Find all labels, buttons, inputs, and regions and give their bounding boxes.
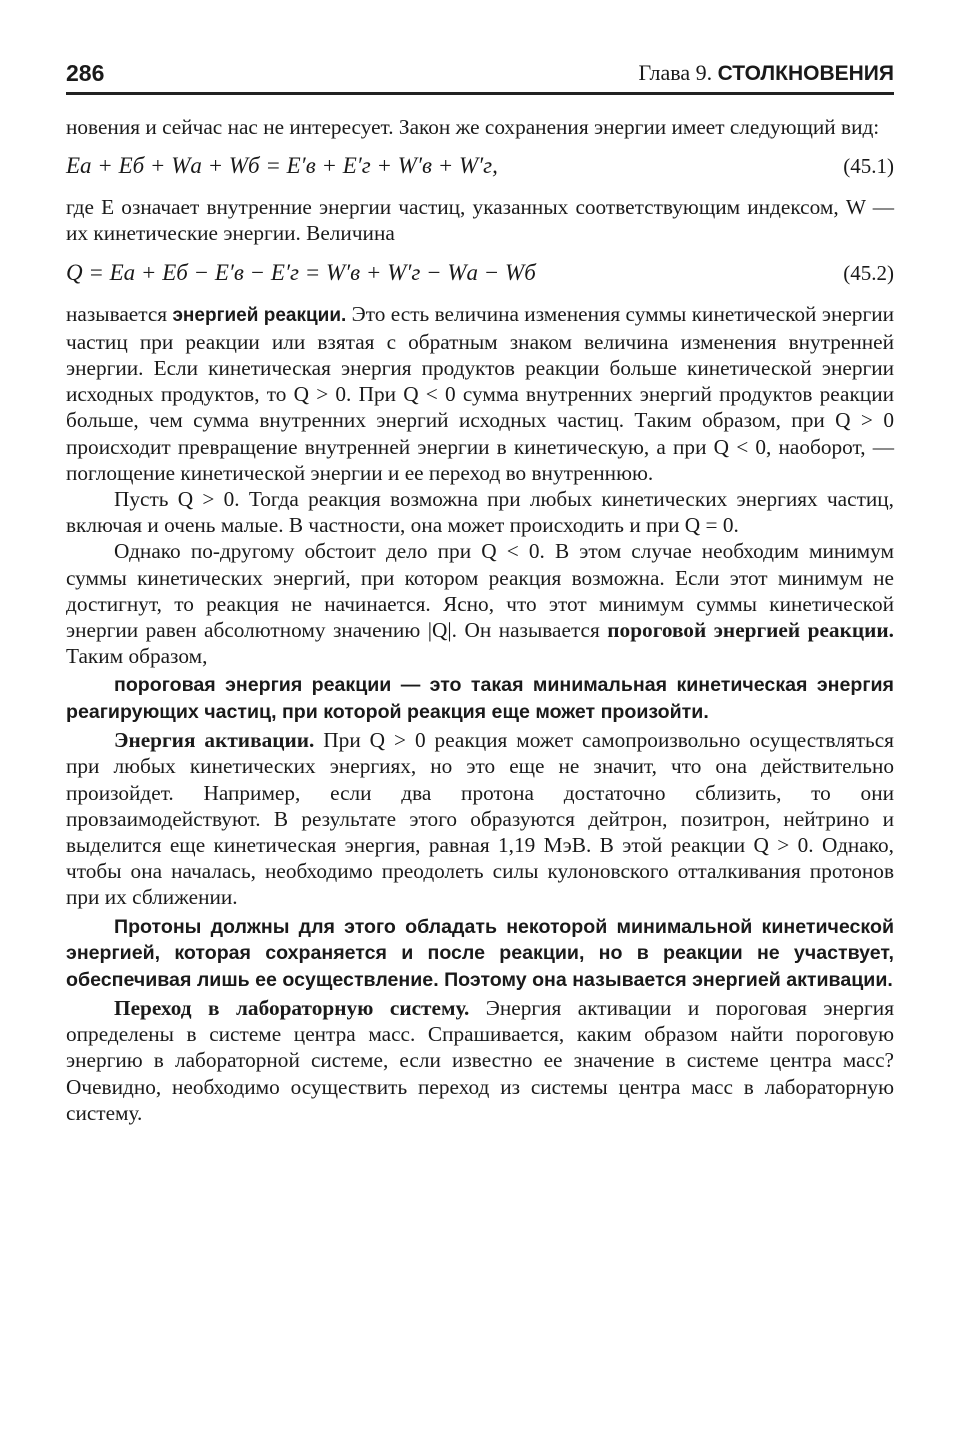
paragraph-continuation: новения и сейчас нас не интересует. Закон же сохранения энергии имеет следующий вид: bbox=[66, 115, 880, 139]
highlight-threshold-definition: пороговая энергия реакции — это такая минимальная кинетическая энергия реагирующих частиц, при которой реакция еще может произойти. bbox=[66, 674, 894, 723]
formula-expression: Q = Eа + Eб − E′в − E′г = W′в + W′г − Wа − Wб bbox=[66, 259, 536, 285]
paragraph-definitions: где E означает внутренние энергии частиц, указанных соответствующим индексом, W — их кинетические энергии. Величина bbox=[66, 195, 894, 246]
running-head bbox=[638, 60, 894, 86]
paragraph-text: Это есть величина изменения суммы кинетической энергии частиц при реакции или взятая с обратным знаком величина изменения внутренней энергии. Если кинетическая энергия продуктов реакции больше кинетической энергии исходных продуктов, то Q > 0. При Q < 0 сумма внутренних энергий продуктов реакции больше, чем сумма внутренних энергий исходных частиц. Таким образом, при Q > 0 происходит превращение внутренней энергии в кинетическую, а при Q < 0, наоборот, — поглощение кинетической энергии и ее переход во внутреннюю. bbox=[66, 301, 894, 485]
paragraph-activation-energy bbox=[66, 727, 894, 910]
paragraph-threshold bbox=[66, 538, 894, 669]
term-reaction-energy: энергией реакции. bbox=[172, 304, 347, 326]
paragraph-reaction-energy bbox=[66, 301, 894, 486]
paragraph-q-positive: Пусть Q > 0. Тогда реакция возможна при любых кинетических энергиях частиц, включая и очень малые. В частности, она может происходить и при Q = 0. bbox=[66, 487, 894, 538]
paragraph-text: При Q > 0 реакция может самопроизвольно осуществляться при любых кинетических энергиях, но это еще не значит, что она действительно произойдет. Например, если два протона достаточно сблизить, то они провзаимодействуют. В результате этого образуются дейтрон, позитрон, нейтрино и выделится еще кинетическая энергия, равная 1,19 МэВ. В этой реакции Q > 0. Однако, чтобы она началась, необходимо преодолеть силы кулоновского отталкивания протонов при их сближении. bbox=[66, 728, 894, 910]
formula-expression: Eа + Eб + Wа + Wб = E′в + E′г + W′в + W′г, bbox=[66, 153, 498, 179]
chapter-prefix: Глава 9. bbox=[638, 60, 713, 85]
paragraph-lead: называется bbox=[66, 301, 168, 326]
formula-number: (45.2) bbox=[843, 260, 894, 285]
term-threshold-energy: пороговой энергией реакции. bbox=[607, 618, 894, 643]
book-page bbox=[66, 52, 894, 1126]
paragraph-text: Энергия активации и пороговая энергия определены в системе центра масс. Спрашивается, каким образом найти пороговую энергию в лабораторной системе, если известно ее значение в системе центра масс? Очевидно, необходимо осуществить переход из системы центра масс в лабораторную систему. bbox=[66, 995, 894, 1125]
paragraph-text-end: Таким образом, bbox=[66, 644, 208, 669]
page-number: 286 bbox=[66, 60, 105, 86]
formula-45-1 bbox=[66, 148, 894, 184]
paragraph-lab-system bbox=[66, 995, 894, 1126]
formula-number: (45.1) bbox=[843, 154, 894, 179]
page-header bbox=[66, 52, 894, 95]
highlight-activation-definition: Протоны должны для этого обладать некоторой минимальной кинетической энергией, которая сохраняется и после реакции, но в реакции не участвует, обеспечивая лишь ее осуществление. Поэтому она называется энергией активации. bbox=[66, 915, 894, 991]
chapter-title: СТОЛКНОВЕНИЯ bbox=[717, 62, 894, 85]
term-lab-system: Переход в лабораторную систему. bbox=[114, 995, 470, 1020]
term-activation-energy: Энергия активации. bbox=[114, 728, 315, 753]
paragraph-text: Однако по-другому обстоит дело при Q < 0. В этом случае необходим минимум суммы кинетических энергий, при котором реакция возможна. Если этот минимум не достигнут, то реакция не начинается. Ясно, что этот минимум суммы кинетической энергии равен абсолютному значению |Q|. Он называется bbox=[66, 539, 894, 643]
page-body bbox=[66, 114, 894, 1126]
formula-45-2 bbox=[66, 255, 894, 291]
